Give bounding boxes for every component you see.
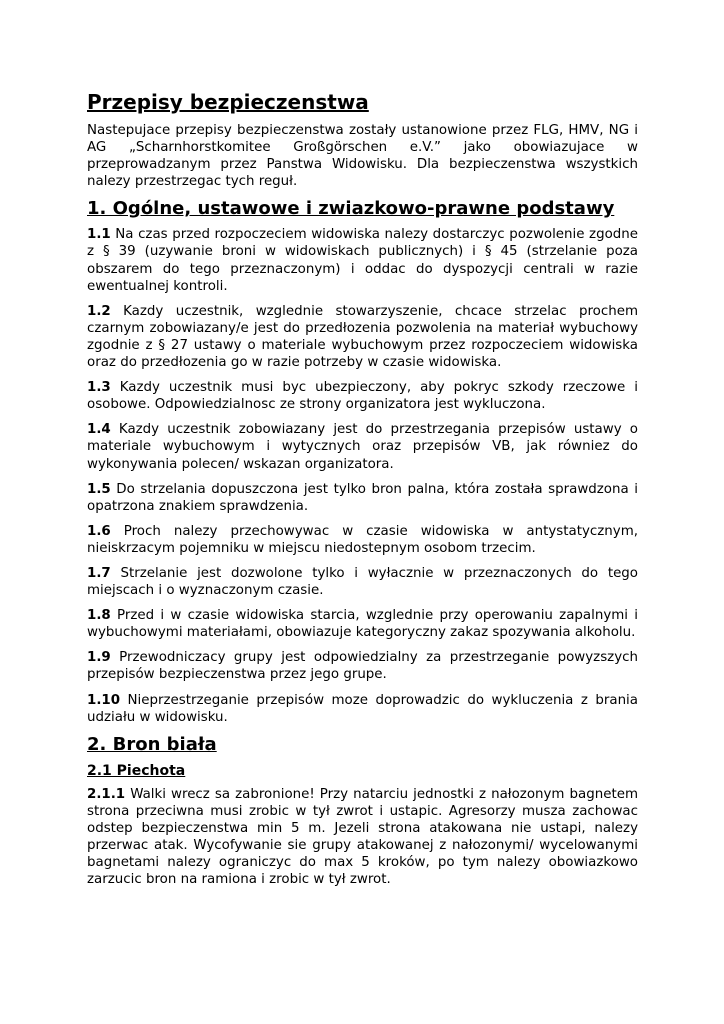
paragraph-text: Proch nalezy przechowywac w czasie widowiska w antystatycznym, nieiskrzacym pojemniku w miejscu niedostepnym osobom trzecim.	[87, 523, 638, 556]
paragraph-1-1	[87, 226, 638, 294]
paragraph-text: Strzelanie jest dozwolone tylko i wyłacznie w przeznaczonych do tego miejscach i o wyznaczonym czasie.	[87, 565, 638, 599]
paragraph-number: 1.9	[87, 650, 111, 666]
paragraph-number: 2.1.1	[87, 786, 126, 802]
paragraph-1-7	[87, 565, 638, 599]
section-1-heading: 1. Ogólne, ustawowe i zwiazkowo-prawne podstawy	[87, 198, 615, 220]
paragraph-number: 1.10	[87, 692, 121, 708]
paragraph-text: Nieprzestrzeganie przepisów moze doprowadzic do wykluczenia z brania udziału w widowisku.	[87, 692, 638, 725]
paragraph-text: Walki wrecz sa zabronione! Przy natarciu jednostki z nałozonym bagnetem strona przeciwna musi zrobic w tył zwrot i ustapic. Agresorzy musza zachowac odstep bezpieczenstwa min 5 m. Jezeli strona atakowana nie ustapi, nalezy przerwac atak. Wycofywanie sie grupy atakowanej z nałozonymi/ wycelowanymi bagnetami nalezy ograniczyc do max 5 kroków, po tym nalezy obowiazkowo zarzucic bron na ramiona i zrobic w tył zwrot.	[87, 786, 638, 888]
paragraph-1-2	[87, 303, 638, 371]
paragraph-text: Na czas przed rozpoczeciem widowiska nalezy dostarczyc pozwolenie zgodne z § 39 (uzywanie broni w widowiskach publicznych) i § 45 (strzelanie poza obszarem do tego przeznaczonym) i oddac do dyspozycji centrali w razie ewentualnej kontroli.	[87, 227, 638, 294]
paragraph-number: 1.3	[87, 380, 111, 396]
paragraph-2-1-1	[87, 786, 638, 889]
intro-paragraph: Nastepujace przepisy bezpieczenstwa zostały ustanowione przez FLG, HMV, NG i AG „Scharnhorstkomitee Großgörschen e.V.” jako obowiazujace w przeprowadzanym przez Panstwa Widowisku. Dla bezpieczenstwa wszystkich nalezy przestrzegac tych reguł.	[87, 123, 638, 190]
paragraph-1-6	[87, 523, 638, 557]
paragraph-number: 1.4	[87, 422, 111, 438]
subsection-2-1-heading: 2.1 Piechota	[87, 762, 186, 779]
paragraph-number: 1.8	[87, 608, 111, 624]
paragraph-1-10	[87, 692, 638, 726]
paragraph-text: Przed i w czasie widowiska starcia, wzglednie przy operowaniu zapalnymi i wybuchowymi materiałami, obowiazuje kategoryczny zakaz spozywania alkoholu.	[87, 608, 638, 641]
paragraph-text: Do strzelania dopuszczona jest tylko bron palna, która została sprawdzona i opatrzona znakiem sprawdzenia.	[87, 481, 638, 514]
paragraph-1-5	[87, 481, 638, 515]
paragraph-number: 1.5	[87, 481, 111, 497]
paragraph-number: 1.2	[87, 303, 111, 319]
document-title: Przepisy bezpieczenstwa	[87, 90, 369, 114]
paragraph-number: 1.1	[87, 227, 111, 243]
paragraph-1-9	[87, 649, 638, 683]
section-2-heading: 2. Bron biała	[87, 733, 217, 755]
paragraph-text: Kazdy uczestnik zobowiazany jest do przestrzegania przepisów ustawy o materiale wybuchowym i wytycznych oraz przepisów VB, jak równiez do wykonywania polecen/ wskazan organizatora.	[87, 422, 638, 472]
paragraph-1-3	[87, 379, 638, 413]
paragraph-number: 1.7	[87, 565, 111, 581]
paragraph-1-8	[87, 607, 638, 641]
paragraph-text: Kazdy uczestnik, wzglednie stowarzyszenie, chcace strzelac prochem czarnym zobowiazany/e jest do przedłozenia pozwolenia na materiał wybuchowy zgodnie z § 27 ustawy o materiale wybuchowym przez rozpoczeciem widowiska oraz do przedłozenia go w razie potrzeby w czasie widowiska.	[87, 303, 638, 371]
paragraph-number: 1.6	[87, 523, 111, 539]
paragraph-text: Kazdy uczestnik musi byc ubezpieczony, aby pokryc szkody rzeczowe i osobowe. Odpowiedzialnosc ze strony organizatora jest wykluczona.	[87, 380, 638, 413]
paragraph-text: Przewodniczacy grupy jest odpowiedzialny za przestrzeganie powyzszych przepisów bezpieczenstwa przez jego grupe.	[87, 650, 638, 683]
paragraph-1-4	[87, 421, 638, 472]
